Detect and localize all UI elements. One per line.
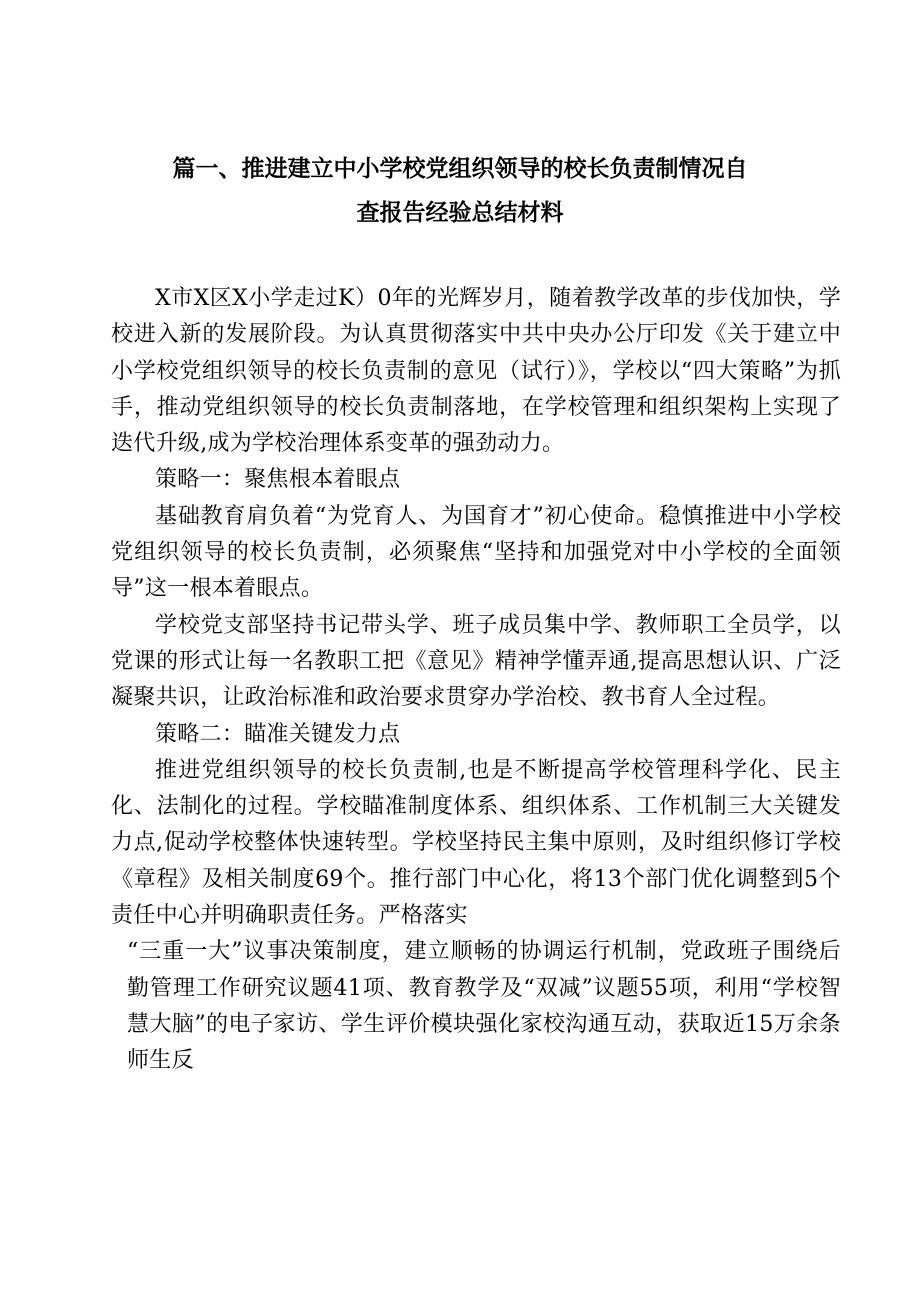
paragraph-strategy-1-a: 基础教育肩负着“为党育人、为国育才”初心使命。稳慎推进中小学校党组织领导的校长负责制，必须聚焦“坚持和加强党对中小学校的全面领导”这一根本着眼点。 — [111, 503, 841, 602]
paragraph-strategy-1-b: 学校党支部坚持书记带头学、班子成员集中学、教师职工全员学，以党课的形式让每一名教职工把《意见》精神学懂弄通,提高思想认识、广泛凝聚共识，让政治标准和政治要求贯穿办学治校、教书育人全过程。 — [111, 612, 841, 711]
section-heading-strategy-2: 策略二：瞄准关键发力点 — [155, 721, 401, 747]
document-title-line-1: 篇一、推进建立中小学校党组织领导的校长负责制情况自 — [172, 156, 748, 182]
document-title-line-2: 查报告经验总结材料 — [356, 200, 564, 226]
section-heading-strategy-1: 策略一：聚焦根本着眼点 — [155, 467, 401, 493]
paragraph-strategy-2-a: 推进党组织领导的校长负责制,也是不断提高学校管理科学化、民主化、法制化的过程。学校瞄准制度体系、组织体系、工作机制三大关键发力点,促动学校整体快速转型。学校坚持民主集中原则，及时组织修订学校《章程》及相关制度69个。推行部门中心化，将13个部门优化调整到5个责任中心并明确职责任务。严格落实 — [111, 757, 841, 929]
paragraph-strategy-2-b: “三重一大”议事决策制度，建立顺畅的协调运行机制，党政班子围绕后勤管理工作研究议题41项、教育教学及“双减”议题55项，利用“学校智慧大脑”的电子家访、学生评价模块强化家校沟通互动，获取近15万余条师生反 — [127, 939, 841, 1074]
paragraph-intro: X市X区X小学走过K）0年的光辉岁月，随着教学改革的步伐加快，学校进入新的发展阶段。为认真贯彻落实中共中央办公厅印发《关于建立中小学校党组织领导的校长负责制的意见（试行）》，学校以“四大策略”为抓手，推动党组织领导的校长负责制落地，在学校管理和组织架构上实现了迭代升级,成为学校治理体系变革的强劲动力。 — [111, 286, 841, 457]
document-body — [111, 281, 841, 1080]
